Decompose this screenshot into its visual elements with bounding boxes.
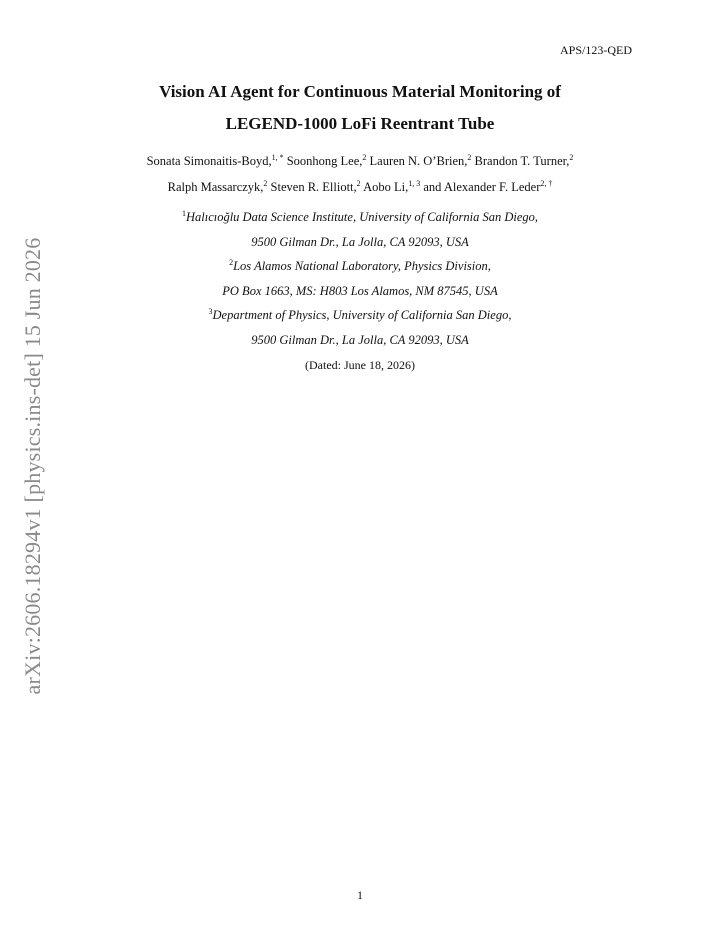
author-name: and Alexander F. Leder: [423, 180, 541, 194]
author-name: Sonata Simonaitis-Boyd,: [146, 154, 272, 168]
page-number: 1: [357, 888, 363, 902]
author-marks: 2: [263, 178, 268, 188]
author-marks: 2: [467, 152, 472, 162]
author-name: Ralph Massarczyk,: [167, 180, 264, 194]
author-marks: 2, †: [540, 178, 553, 188]
author-marks: 1, *: [271, 152, 284, 162]
author-marks: 2: [569, 152, 574, 162]
author-list: [0, 148, 720, 200]
arxiv-stamp: arXiv:2606.18294v1 [physics.ins-det] 15 Jun 2026: [20, 237, 45, 695]
author-marks: 2: [362, 152, 367, 162]
author-marks: 1, 3: [408, 178, 421, 188]
affiliation-2-line-1: [0, 254, 720, 279]
author-name: Brandon T. Turner,: [474, 154, 570, 168]
dated-line: (Dated: June 18, 2026): [305, 358, 415, 372]
title-line-2: LEGEND-1000 LoFi Reentrant Tube: [225, 114, 495, 133]
affiliation-1-line-2: 9500 Gilman Dr., La Jolla, CA 92093, USA: [251, 234, 469, 249]
author-name: Soonhong Lee,: [286, 154, 363, 168]
affiliation-text: Los Alamos National Laboratory, Physics Division,: [233, 259, 491, 273]
affiliation-mark: 3: [208, 306, 213, 316]
affiliation-list: [0, 205, 720, 352]
paper-title: [0, 76, 720, 140]
author-name: Aobo Li,: [363, 180, 409, 194]
author-marks: 2: [356, 178, 361, 188]
affiliation-3-line-1: [0, 303, 720, 328]
author-line-1: [0, 148, 720, 174]
affiliation-1-line-1: [0, 205, 720, 230]
report-id: APS/123-QED: [559, 43, 632, 57]
author-name: Steven R. Elliott,: [270, 180, 357, 194]
affiliation-3-line-2: 9500 Gilman Dr., La Jolla, CA 92093, USA: [251, 332, 469, 347]
affiliation-mark: 1: [181, 208, 186, 218]
title-line-1: Vision AI Agent for Continuous Material Monitoring of: [159, 82, 561, 101]
author-name: Lauren N. O’Brien,: [369, 154, 468, 168]
affiliation-2-line-2: PO Box 1663, MS: H803 Los Alamos, NM 87545, USA: [222, 283, 498, 298]
affiliation-mark: 2: [229, 257, 234, 267]
affiliation-text: Halıcıoğlu Data Science Institute, University of California San Diego,: [185, 210, 539, 224]
affiliation-text: Department of Physics, University of California San Diego,: [212, 308, 512, 322]
author-line-2: [0, 174, 720, 200]
